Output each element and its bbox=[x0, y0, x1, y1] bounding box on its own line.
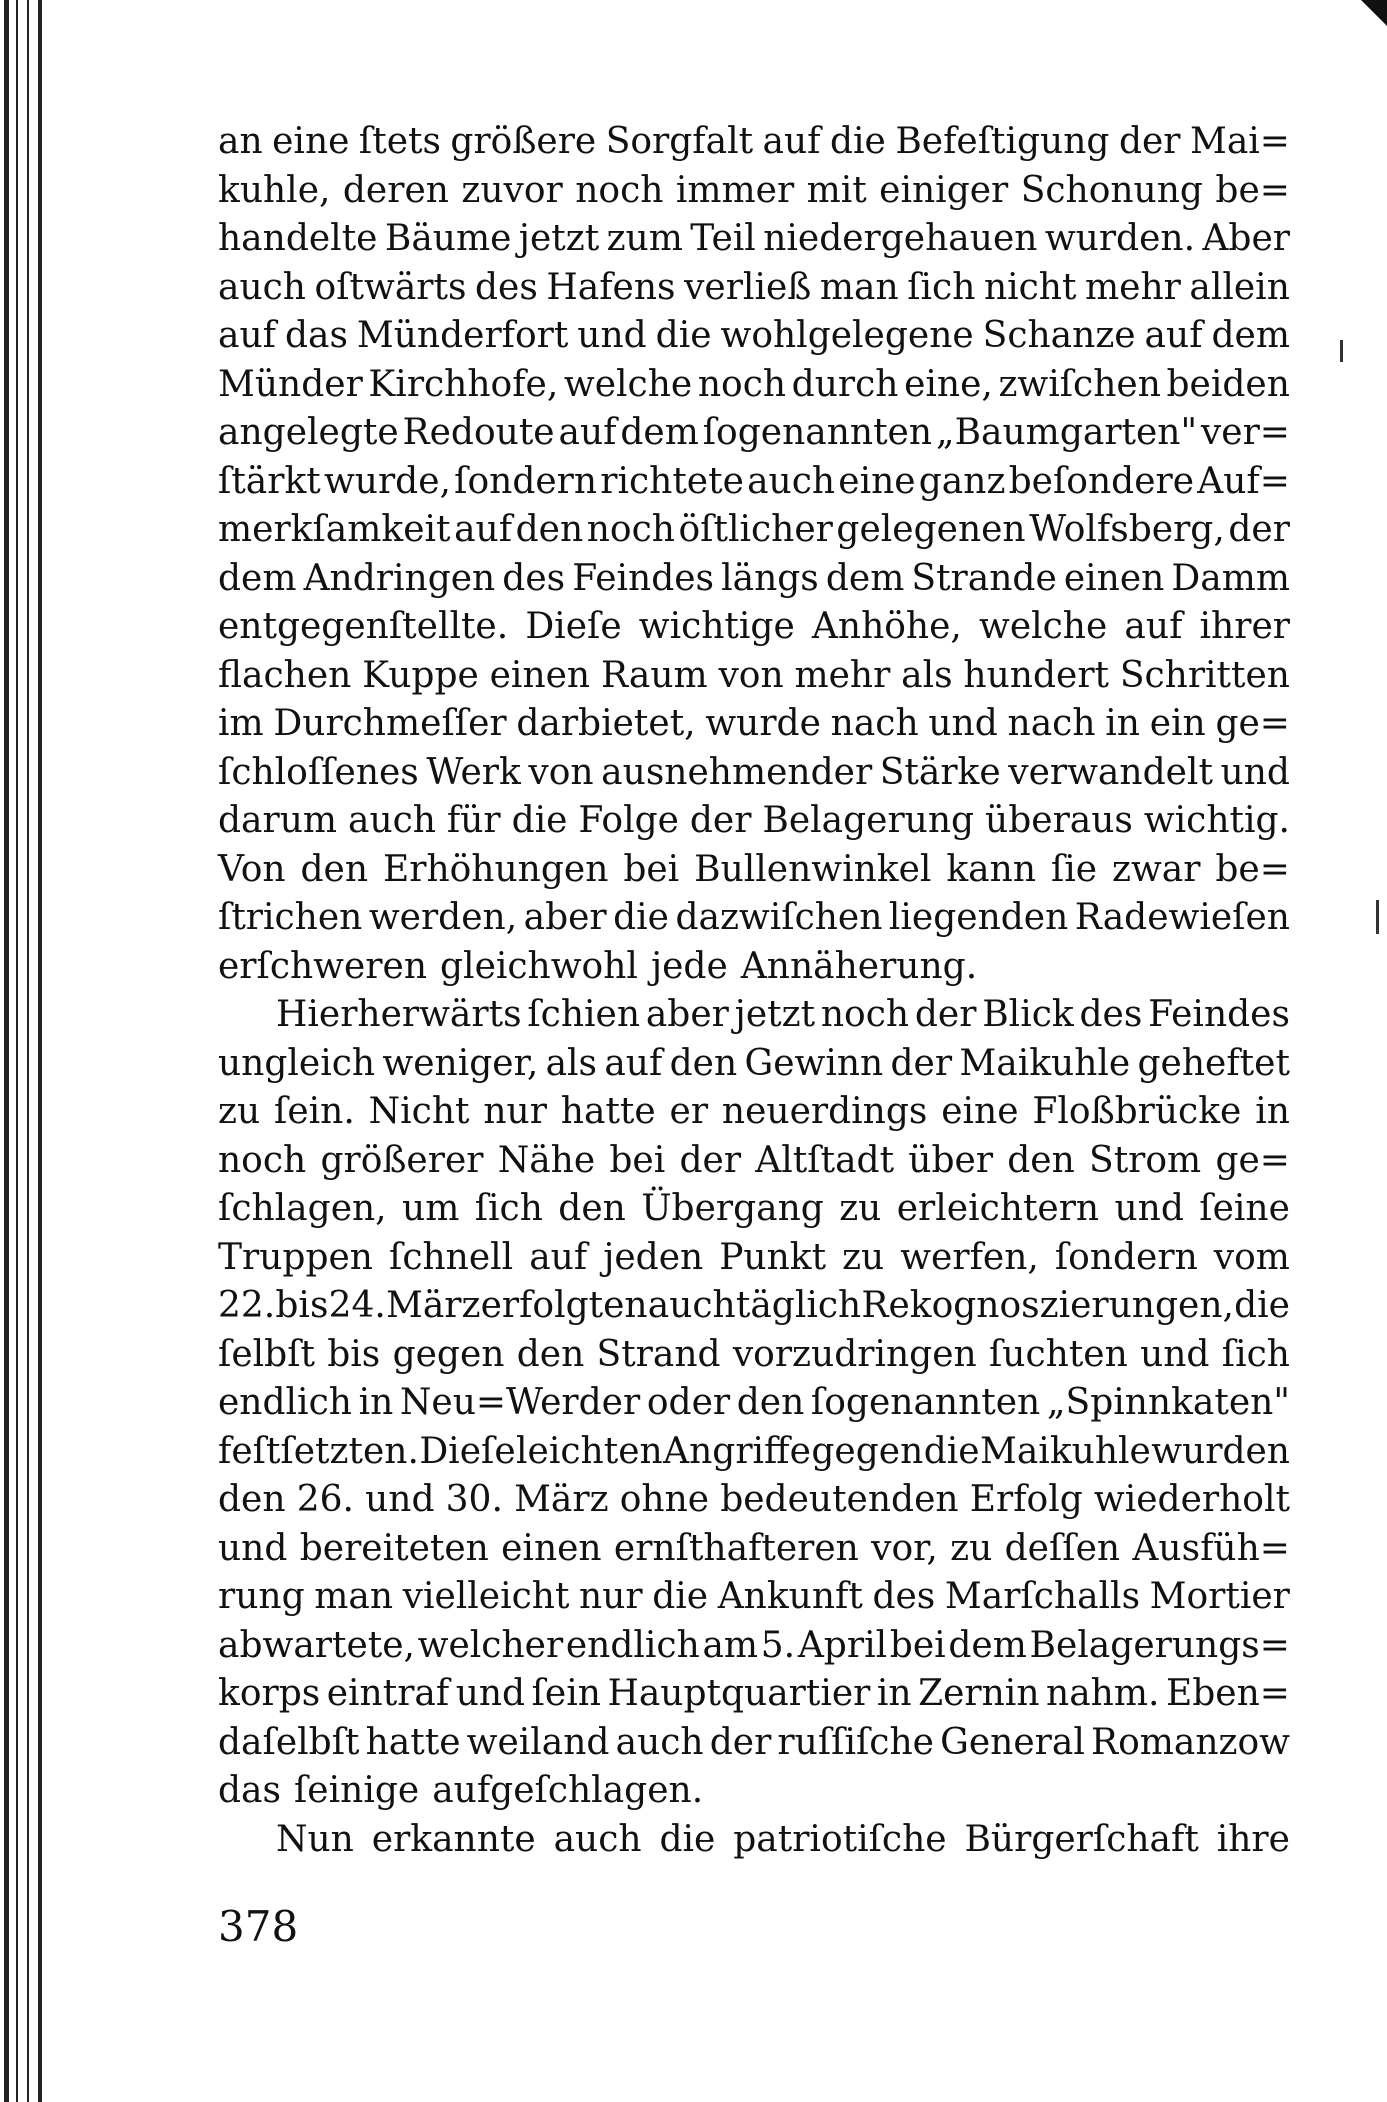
text-line: Truppen ſchnell auf jeden Punkt zu werfen, ſondern vom bbox=[218, 1236, 1290, 1278]
text-line: noch größerer Nähe bei der Altſtadt über den Strom ge= bbox=[218, 1139, 1290, 1181]
text-line: Nun erkannte auch die patriotiſche Bürgerſchaft ihre bbox=[276, 1818, 1290, 1860]
text-line: daſelbſt hatte weiland auch der ruſſiſche General Romanzow bbox=[218, 1721, 1290, 1763]
text-line: zu ſein. Nicht nur hatte er neuerdings eine Floßbrücke in bbox=[218, 1091, 1290, 1132]
text-line: ſtärkt wurde, ſondern richtete auch eine ganz beſondere Auf= bbox=[218, 460, 1290, 502]
text-line: flachen Kuppe einen Raum von mehr als hundert Schritten bbox=[218, 654, 1290, 696]
text-line: rung man vielleicht nur die Ankunft des Marſchalls Mortier bbox=[218, 1576, 1290, 1617]
binding-line bbox=[4, 0, 9, 2102]
text-line: den 26. und 30. März ohne bedeutenden Erfolg wiederholt bbox=[218, 1479, 1290, 1520]
scan-binding-edge bbox=[0, 0, 60, 2102]
text-line: erſchweren gleichwohl jede Annäherung. bbox=[218, 945, 978, 987]
binding-line bbox=[16, 0, 18, 2102]
text-line: ſelbſt bis gegen den Strand vorzudringen ſuchten und ſich bbox=[218, 1333, 1290, 1375]
text-line: Münder Kirchhofe, welche noch durch eine, zwiſchen beiden bbox=[218, 363, 1290, 405]
text-line: merkſamkeit auf den noch öſtlicher gelegenen Wolfsberg, der bbox=[218, 509, 1290, 550]
text-line: ſchlagen, um ſich den Übergang zu erleichtern und ſeine bbox=[218, 1188, 1290, 1229]
text-line: an eine ſtets größere Sorgfalt auf die Befeſtigung der Mai= bbox=[218, 121, 1290, 162]
text-line: kuhle, deren zuvor noch immer mit einiger Schonung be= bbox=[218, 169, 1290, 211]
page-text-block bbox=[218, 118, 1290, 1864]
text-line: auf das Münderfort und die wohlgelegene Schanze auf dem bbox=[218, 315, 1290, 356]
text-line: feſtſetzten. Dieſe leichten Angriffe gegen die Maikuhle wurden bbox=[218, 1430, 1290, 1472]
text-line: korps eintraf und ſein Hauptquartier in Zernin nahm. Eben= bbox=[218, 1673, 1290, 1714]
text-line: Von den Erhöhungen bei Bullenwinkel kann ſie zwar be= bbox=[218, 848, 1290, 890]
margin-mark bbox=[1340, 340, 1343, 362]
text-line: endlich in Neu=Werder oder den ſogenannten „Spinnkaten" bbox=[218, 1382, 1290, 1423]
text-line: ungleich weniger, als auf den Gewinn der Maikuhle geheftet bbox=[218, 1042, 1290, 1084]
text-line: angelegte Redoute auf dem ſogenannten „Baumgarten" ver= bbox=[218, 412, 1290, 453]
text-line: entgegenſtellte. Dieſe wichtige Anhöhe, welche auf ihrer bbox=[218, 606, 1290, 647]
text-line: ſchloſſenes Werk von ausnehmender Stärke verwandelt und bbox=[218, 751, 1290, 793]
text-line: dem Andringen des Feindes längs dem Strande einen Damm bbox=[218, 557, 1290, 599]
text-line: und bereiteten einen ernſthafteren vor, zu deſſen Ausfüh= bbox=[218, 1527, 1290, 1569]
text-line: Hierherwärts ſchien aber jetzt noch der Blick des Feindes bbox=[276, 994, 1290, 1035]
text-line: abwartete, welcher endlich am 5. April bei dem Belagerungs= bbox=[218, 1624, 1290, 1666]
text-line: ſtrichen werden, aber die dazwiſchen liegenden Radewieſen bbox=[218, 897, 1290, 938]
scan-corner-mark bbox=[1361, 0, 1387, 26]
text-line: 22. bis 24. März erfolgten auch täglich Rekognoszierungen, die bbox=[218, 1285, 1290, 1326]
page-number: 378 bbox=[218, 1902, 299, 1951]
text-line: handelte Bäume jetzt zum Teil niedergehauen wurden. Aber bbox=[218, 218, 1290, 259]
binding-line bbox=[27, 0, 29, 2102]
text-line: darum auch für die Folge der Belagerung überaus wichtig. bbox=[218, 800, 1290, 841]
text-line: im Durchmeſſer darbietet, wurde nach und nach in ein ge= bbox=[218, 703, 1290, 744]
text-line: auch oſtwärts des Hafens verließ man ſich nicht mehr allein bbox=[218, 266, 1290, 308]
binding-line bbox=[38, 0, 42, 2102]
text-line: das ſeinige aufgeſchlagen. bbox=[218, 1770, 704, 1811]
margin-mark bbox=[1376, 900, 1379, 934]
